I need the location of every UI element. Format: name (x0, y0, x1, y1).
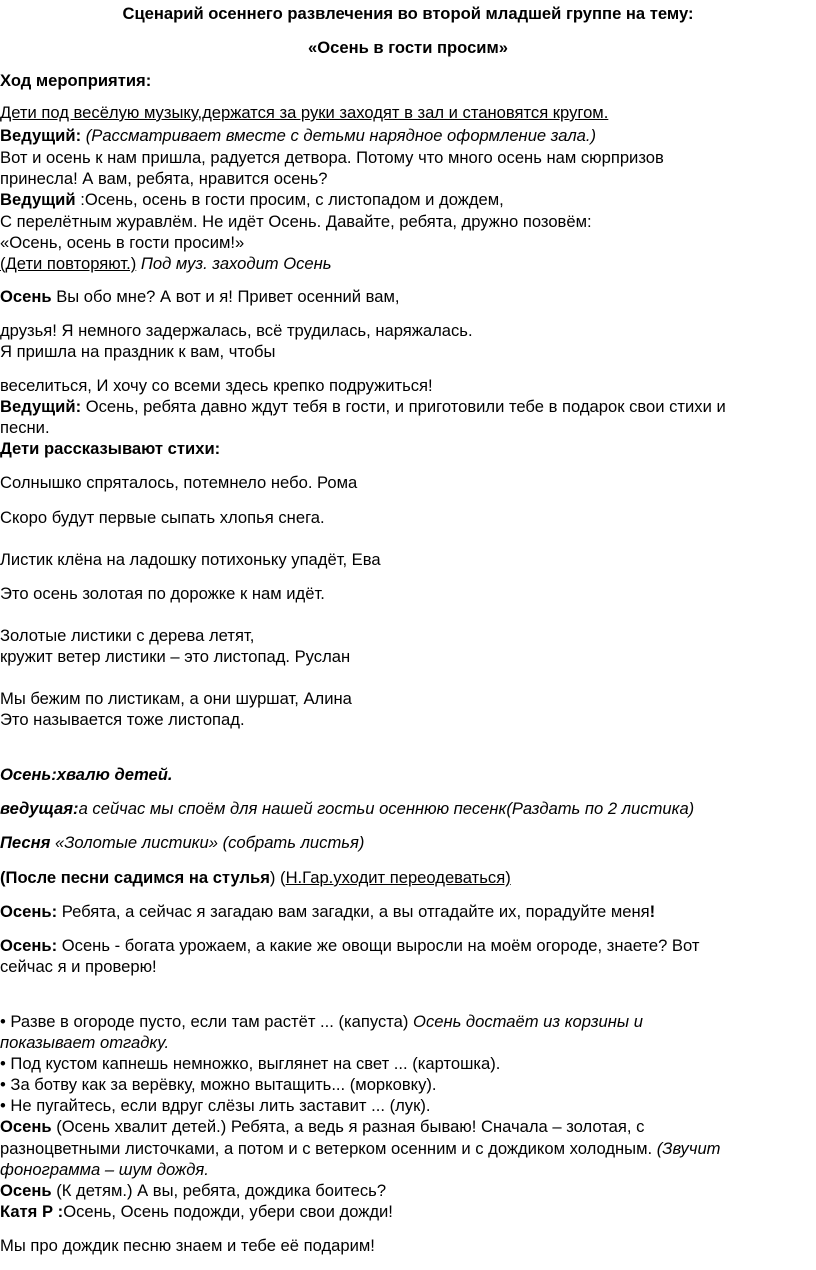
poem-line: кружит ветер листики – это листопад. Руслан (0, 647, 351, 666)
document-title: Сценарий осеннего развлечения во второй младшей группе на тему: (122, 4, 694, 23)
course-heading: Ход мероприятия: (0, 71, 152, 90)
autumn-line-4: веселиться, И хочу со всеми здесь крепко подружиться! (0, 376, 433, 395)
document-subtitle: «Осень в гости просим» (307, 38, 509, 57)
riddle-item: • Разве в огороде пусто, если там растёт ... (капуста) Осень достаёт из корзины и (0, 1012, 643, 1031)
host-line-2: Вот и осень к нам пришла, радуется детвора. Потому что много осень нам сюрпризов (0, 148, 664, 167)
host3-line-1: Ведущий: Осень, ребята давно ждут тебя в гости, и приготовили тебе в подарок свои стихи и (0, 397, 726, 416)
riddle-item: • За ботву как за верёвку, можно вытащить... (морковку). (0, 1075, 437, 1094)
autumn5-line: Осень (К детям.) А вы, ребята, дождика боитесь? (0, 1181, 387, 1200)
poem-line: Солнышко спряталось, потемнело небо. Рома (0, 473, 358, 492)
poem-line: Это осень золотая по дорожке к нам идёт. (0, 584, 325, 603)
praise-line: Осень:хвалю детей. (0, 765, 173, 784)
intro-paragraph: Дети под весёлую музыку,держатся за руки заходят в зал и становятся кругом. (0, 103, 609, 122)
autumn2-line: Осень: Ребята, а сейчас я загадаю вам загадки, а вы отгадайте их, порадуйте меня! (0, 902, 656, 921)
autumn-line-1: Осень Вы обо мне? А вот и я! Привет осенний вам, (0, 287, 400, 306)
autumn3-line-1: Осень: Осень - богата урожаем, а какие же овощи выросли на моём огороде, знаете? Вот (0, 936, 700, 955)
after-song-line: (После песни садимся на стулья) (Н.Гар.уходит переодеваться) (0, 868, 511, 887)
autumn4-line-1: Осень (Осень хвалит детей.) Ребята, а ведь я разная бываю! Сначала – золотая, с (0, 1117, 645, 1136)
poem-line: Мы бежим по листикам, а они шуршат, Алина (0, 689, 352, 708)
poem-line: Это называется тоже листопад. (0, 710, 245, 729)
final-line: Мы про дождик песню знаем и тебе её подарим! (0, 1236, 375, 1255)
host-line-3: принесла! А вам, ребята, нравится осень? (0, 169, 328, 188)
host2-line-1: Ведущий :Осень, осень в гости просим, с листопадом и дождем, (0, 190, 504, 209)
katya-line: Катя Р :Осень, Осень подожди, убери свои дожди! (0, 1202, 393, 1221)
riddle-item-cont: показывает отгадку. (0, 1033, 170, 1052)
poems-heading: Дети рассказывают стихи: (0, 439, 221, 458)
poem-line: Золотые листики с дерева летят, (0, 626, 255, 645)
autumn4-line-2: разноцветными листочками, а потом и с ветерком осенним и с дождиком холодным. (Звучит (0, 1139, 721, 1158)
song-line: Песня «Золотые листики» (собрать листья) (0, 833, 365, 852)
autumn-line-3: Я пришла на праздник к вам, чтобы (0, 342, 276, 361)
autumn3-line-2: сейчас я и проверю! (0, 957, 157, 976)
riddle-item: • Не пугайтесь, если вдруг слёзы лить заставит ... (лук). (0, 1096, 431, 1115)
host2-line-2: С перелётным журавлём. Не идёт Осень. Давайте, ребята, дружно позовём: (0, 212, 592, 231)
host2-line-4: (Дети повторяют.) Под муз. заходит Осень (0, 254, 332, 273)
autumn4-line-3: фонограмма – шум дождя. (0, 1160, 209, 1179)
riddle-item: • Под кустом капнешь немножко, выглянет на свет ... (картошка). (0, 1054, 501, 1073)
host4-line: ведущая:а сейчас мы споём для нашей гостьи осеннюю песенк(Раздать по 2 листика) (0, 799, 695, 818)
host3-line-2: песни. (0, 418, 50, 437)
autumn-line-2: друзья! Я немного задержалась, всё трудилась, наряжалась. (0, 321, 473, 340)
poem-line: Скоро будут первые сыпать хлопья снега. (0, 508, 325, 527)
host2-line-3: «Осень, осень в гости просим!» (0, 233, 245, 252)
poem-line: Листик клёна на ладошку потихоньку упадёт, Ева (0, 550, 381, 569)
host-line-1: Ведущий: (Рассматривает вместе с детьми нарядное оформление зала.) (0, 126, 597, 145)
